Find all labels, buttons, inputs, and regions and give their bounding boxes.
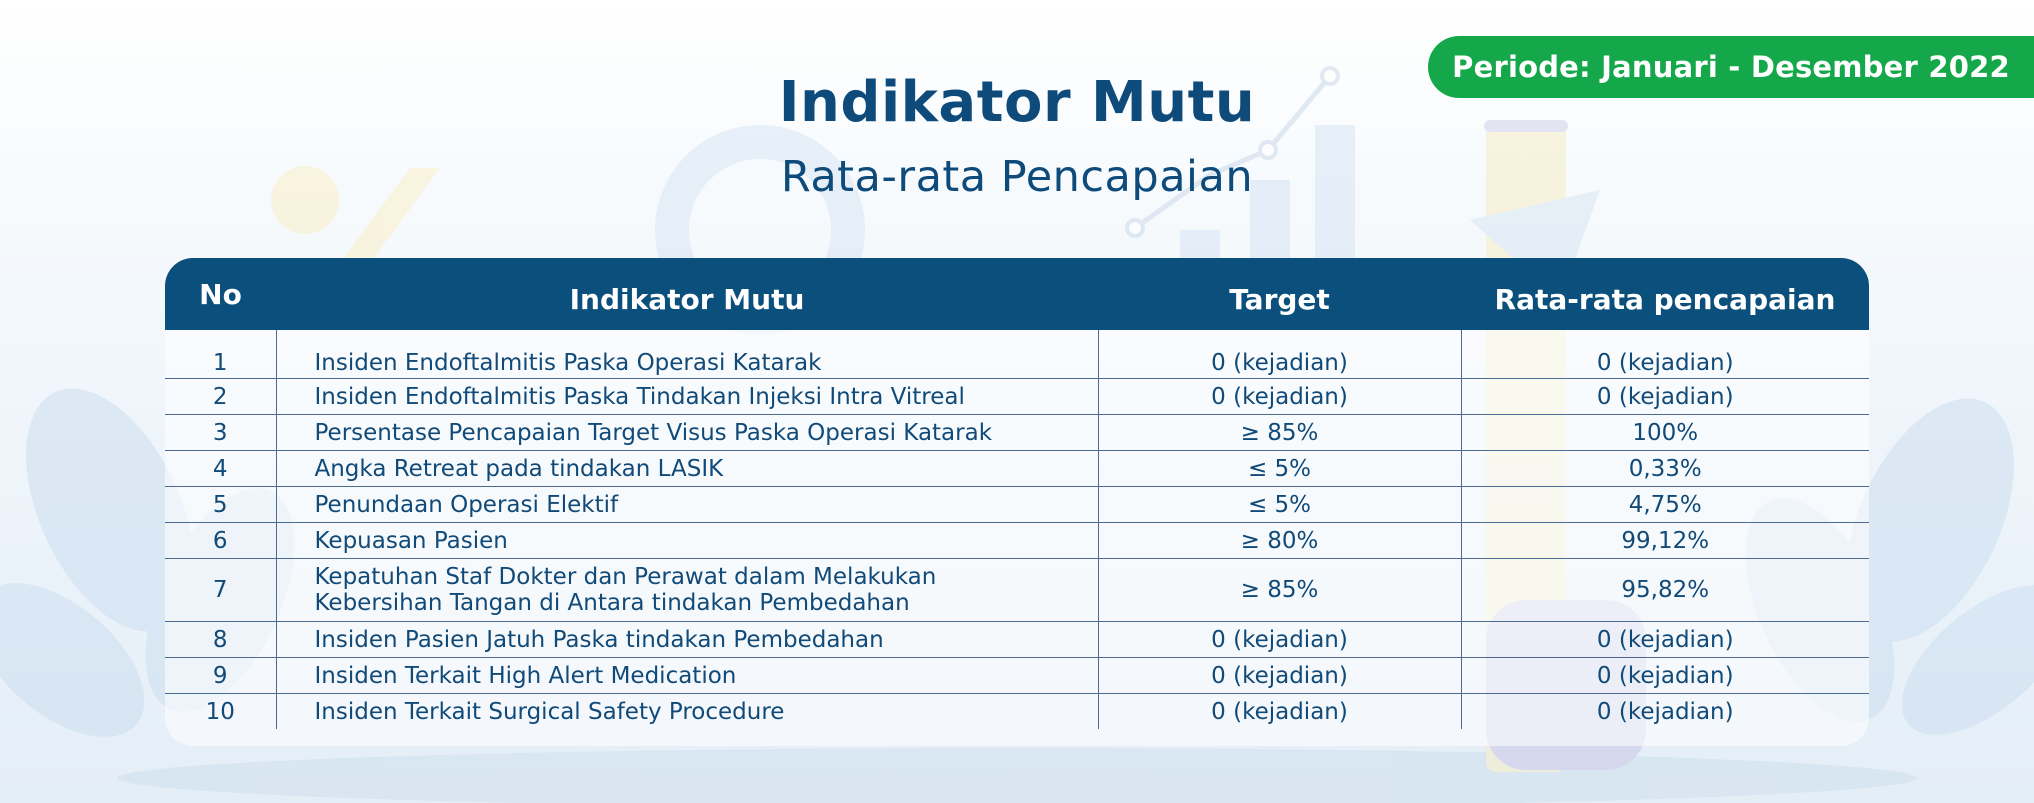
header-average: Rata-rata pencapaian [1494,283,1836,316]
row-indicator [276,559,1098,622]
row-indicator: Penundaan Operasi Elektif [276,487,1098,523]
row-average: 100% [1461,415,1869,451]
table-row [165,379,1869,415]
table-row [165,622,1869,658]
row-average: 0 (kejadian) [1461,658,1869,694]
row-no: 3 [165,415,276,451]
header-target: Target [1229,283,1330,316]
header-no: No [199,278,242,311]
header-indicator: Indikator Mutu [569,283,805,316]
table-header-row [165,258,1869,330]
row-indicator: Insiden Pasien Jatuh Paska tindakan Pembedahan [276,622,1098,658]
row-no: 9 [165,658,276,694]
row-no: 1 [212,350,228,376]
page-title: Indikator Mutu [778,70,1256,135]
row-indicator-line: Kebersihan Tangan di Antara tindakan Pembedahan [314,590,910,616]
row-indicator: Insiden Endoftalmitis Paska Tindakan Injeksi Intra Vitreal [276,379,1098,415]
row-average: 0 (kejadian) [1461,330,1869,379]
table-row [165,415,1869,451]
row-no: 7 [165,559,276,622]
row-indicator: Angka Retreat pada tindakan LASIK [276,451,1098,487]
row-target: 0 (kejadian) [1098,330,1461,379]
table-row [165,523,1869,559]
row-target: ≥ 80% [1098,523,1461,559]
row-indicator: Insiden Terkait High Alert Medication [276,658,1098,694]
row-indicator: Kepuasan Pasien [276,523,1098,559]
table-row [165,559,1869,622]
row-average: 0,33% [1461,451,1869,487]
row-no: 5 [165,487,276,523]
table-row [165,694,1869,730]
row-indicator: Insiden Endoftalmitis Paska Operasi Katarak [276,330,1098,379]
row-average: 0 (kejadian) [1461,622,1869,658]
page-subtitle: Rata-rata Pencapaian [780,152,1254,202]
row-target: ≥ 85% [1098,415,1461,451]
table-row [165,451,1869,487]
row-no: 4 [165,451,276,487]
table-row [165,330,1869,379]
row-target: 0 (kejadian) [1098,658,1461,694]
table-row [165,658,1869,694]
row-indicator: Insiden Terkait Surgical Safety Procedure [276,694,1098,730]
table-row [165,487,1869,523]
row-no: 2 [165,379,276,415]
row-target: 0 (kejadian) [1098,622,1461,658]
row-target: ≤ 5% [1098,487,1461,523]
row-average: 4,75% [1461,487,1869,523]
row-no: 6 [165,523,276,559]
row-average: 0 (kejadian) [1461,694,1869,730]
row-indicator-line: Kepatuhan Staf Dokter dan Perawat dalam Melakukan [314,564,937,590]
period-badge: Periode: Januari - Desember 2022 [1428,36,2034,98]
row-target: 0 (kejadian) [1098,379,1461,415]
indicator-table [165,258,1869,746]
row-target: ≥ 85% [1098,559,1461,622]
row-no: 10 [165,694,276,730]
row-average: 0 (kejadian) [1461,379,1869,415]
row-average: 95,82% [1461,559,1869,622]
row-average: 99,12% [1461,523,1869,559]
row-no: 8 [165,622,276,658]
row-target: ≤ 5% [1098,451,1461,487]
row-indicator: Persentase Pencapaian Target Visus Paska Operasi Katarak [276,415,1098,451]
row-target: 0 (kejadian) [1098,694,1461,730]
